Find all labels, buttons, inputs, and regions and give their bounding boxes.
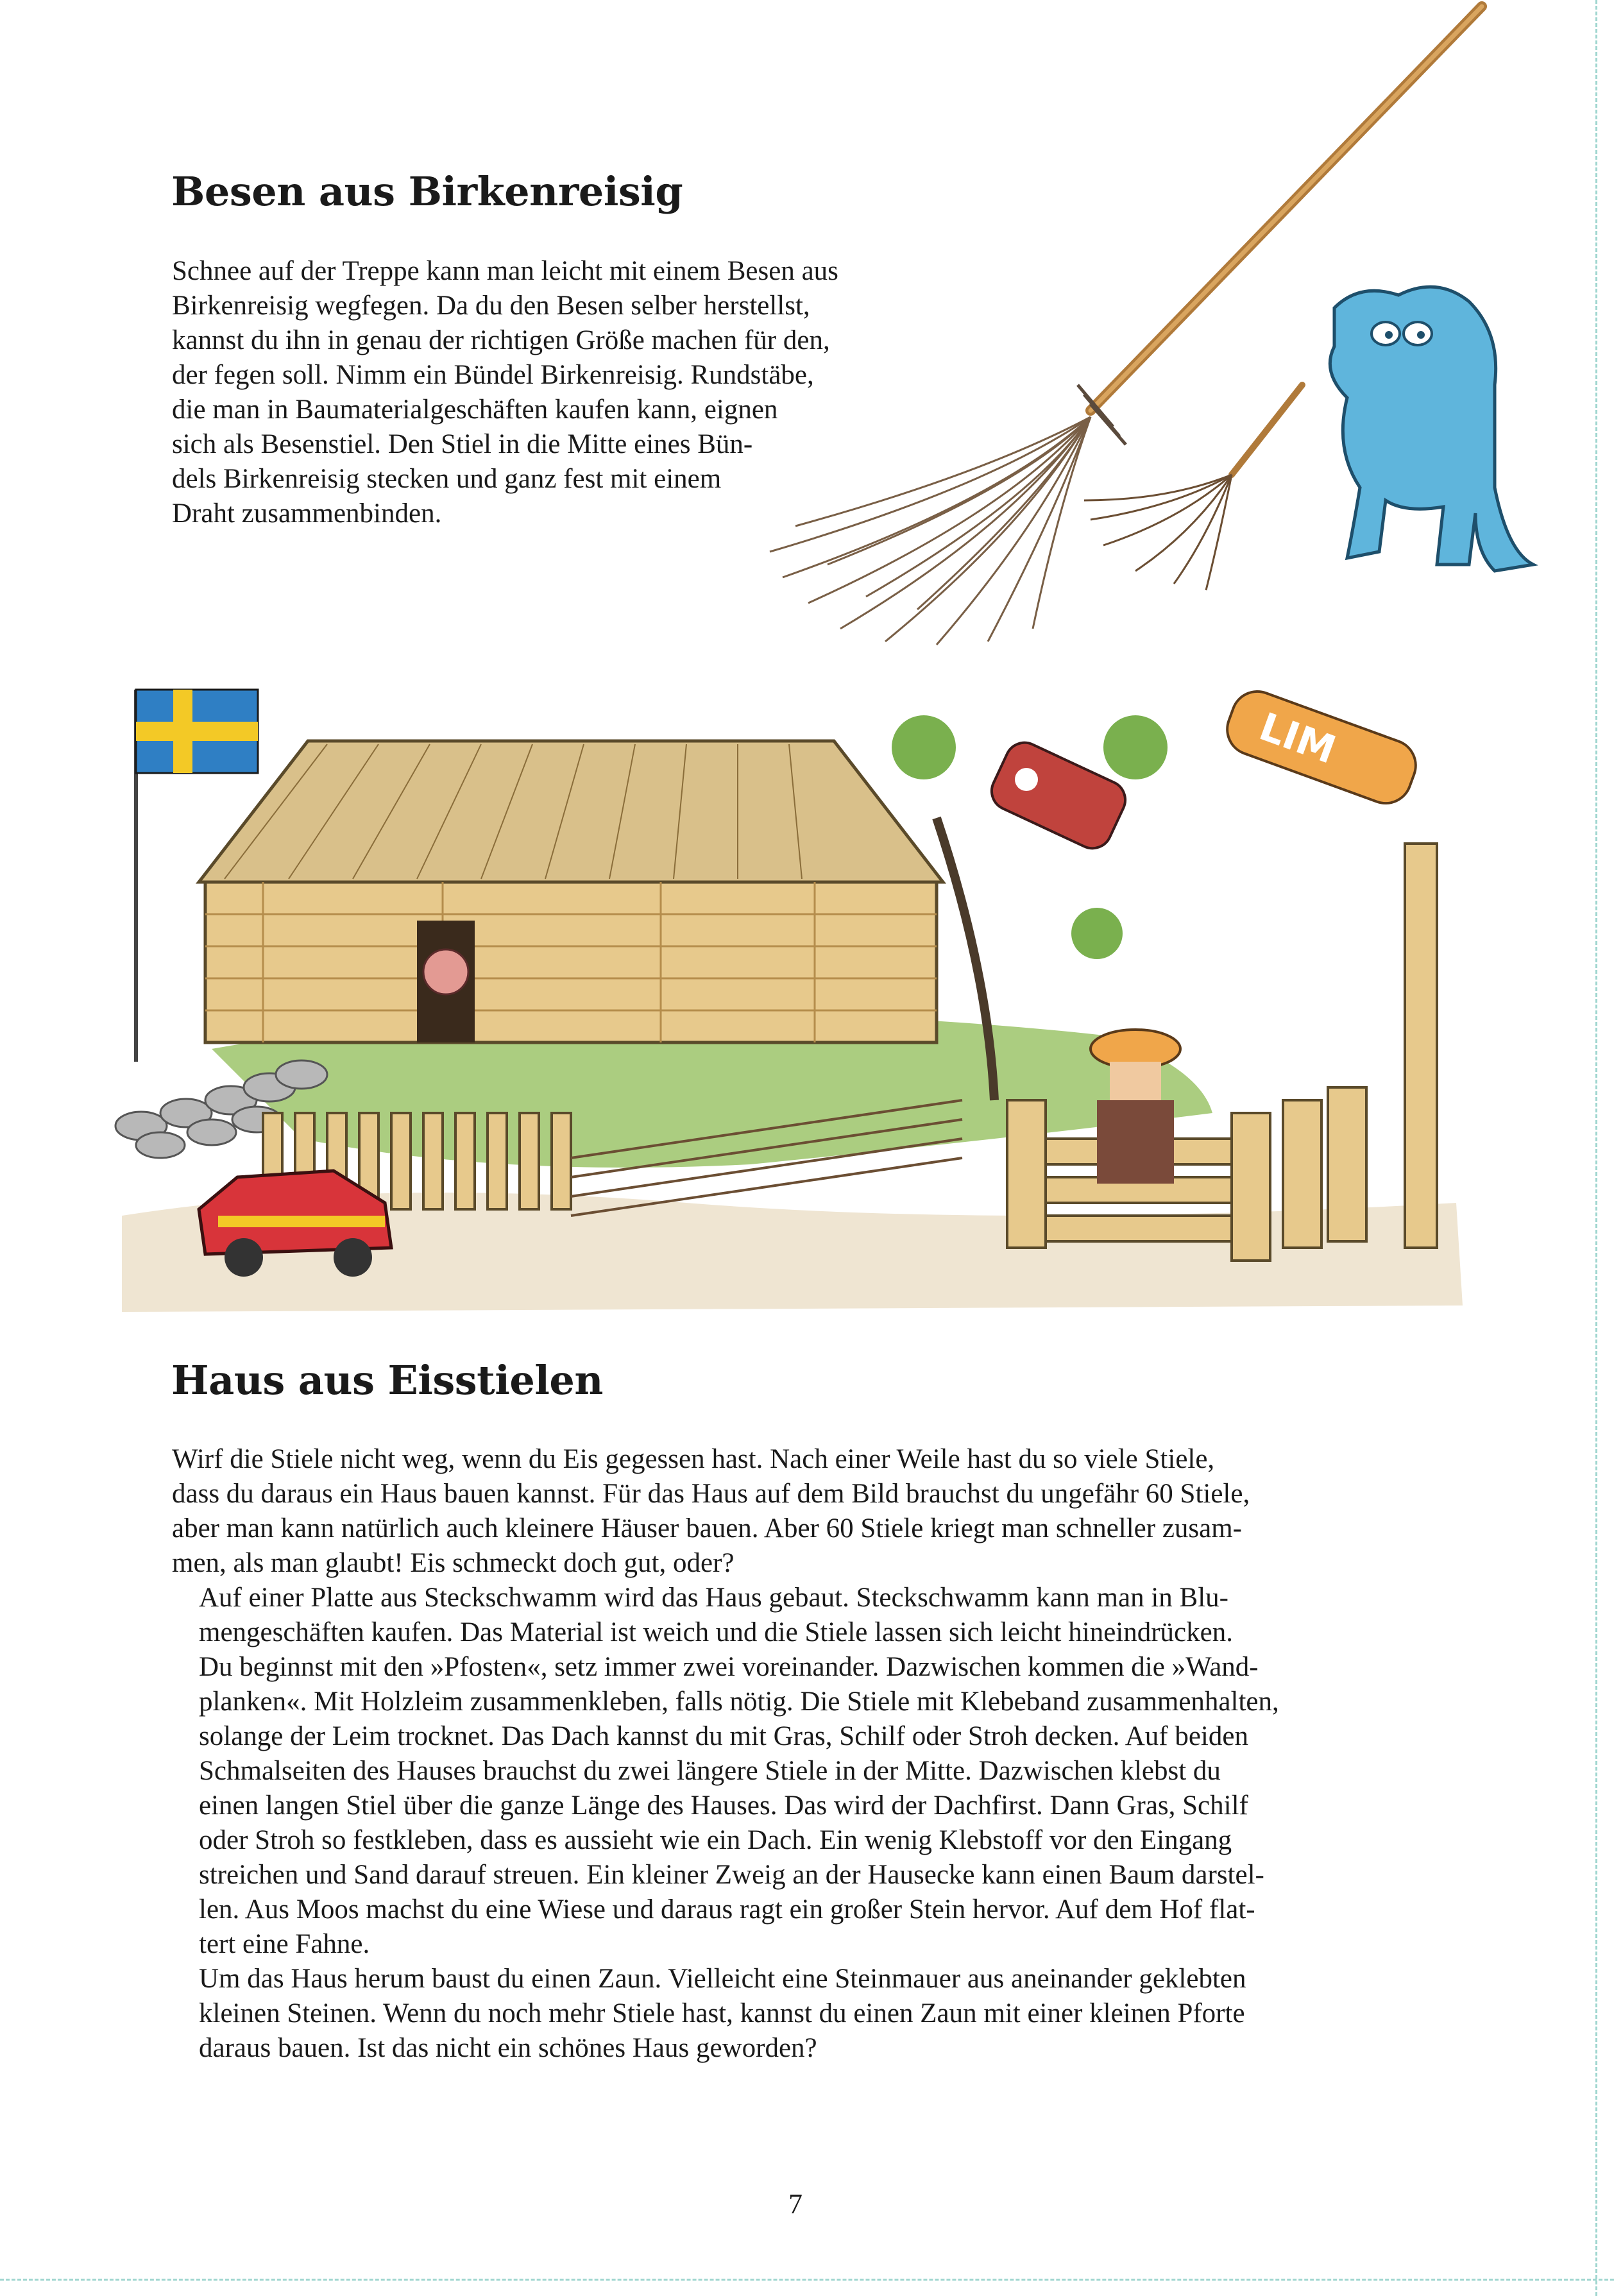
cut-line-right — [1595, 0, 1597, 2296]
besen-line: der fegen soll. Nimm ein Bündel Birkenreisig. Rundstäbe, — [172, 360, 814, 390]
haus-line: solange der Leim trocknet. Das Dach kannst du mit Gras, Schilf oder Stroh decken. Auf beiden — [199, 1721, 1248, 1751]
heading-haus: Haus aus Eisstielen — [171, 1357, 603, 1404]
besen-line: sich als Besenstiel. Den Stiel in die Mitte eines Bün- — [172, 429, 753, 459]
haus-line: oder Stroh so festkleben, dass es aussieht wie ein Dach. Ein wenig Klebstoff vor den Eingang — [199, 1825, 1232, 1855]
haus-line: planken«. Mit Holzleim zusammenkleben, falls nötig. Die Stiele mit Klebeband zusammenhalten, — [199, 1687, 1279, 1717]
besen-line: Birkenreisig wegfegen. Da du den Besen selber herstellst, — [172, 291, 810, 321]
haus-line: Du beginnst mit den »Pfosten«, setz immer zwei voreinander. Dazwischen kommen die »Wand- — [199, 1652, 1259, 1682]
haus-line: Um das Haus herum baust du einen Zaun. Vielleicht eine Steinmauer aus aneinander geklebten — [199, 1964, 1246, 1994]
blue-creature — [1330, 287, 1533, 571]
haus-line: Schmalseiten des Hauses brauchst du zwei längere Stiele in der Mitte. Dazwischen klebst du — [199, 1756, 1221, 1786]
besen-line: Schnee auf der Treppe kann man leicht mit einem Besen aus — [172, 256, 838, 286]
besen-line: die man in Baumaterialgeschäften kaufen kann, eignen — [172, 395, 778, 425]
besen-line: dels Birkenreisig stecken und ganz fest mit einem — [172, 464, 722, 494]
glue-bottle — [1220, 685, 1423, 811]
heading-besen: Besen aus Birkenreisig — [171, 168, 683, 215]
popsicle-house — [199, 741, 943, 1042]
besen-line: kannst du ihn in genau der richtigen Größe machen für den, — [172, 325, 830, 355]
farmer — [1091, 1030, 1180, 1184]
broom-illustration — [757, 0, 1565, 648]
besen-line: Draht zusammenbinden. — [172, 498, 442, 529]
page-number: 7 — [788, 2188, 803, 2220]
cut-line-bottom — [0, 2279, 1614, 2281]
haus-line: dass du daraus ein Haus bauen kannst. Für das Haus auf dem Bild brauchst du ungefähr 60 Stiele, — [172, 1479, 1250, 1509]
haus-line: men, als man glaubt! Eis schmeckt doch gut, oder? — [172, 1548, 735, 1578]
haus-line: kleinen Steinen. Wenn du noch mehr Stiele hast, kannst du einen Zaun mit einer kleinen Pforte — [199, 1998, 1245, 2028]
haus-line: mengeschäften kaufen. Das Material ist weich und die Stiele lassen sich leicht hineindrücken. — [199, 1617, 1233, 1647]
haus-line: einen langen Stiel über die ganze Länge des Hauses. Das wird der Dachfirst. Dann Gras, Schilf — [199, 1790, 1248, 1821]
haus-line: streichen und Sand darauf streuen. Ein kleiner Zweig an der Hausecke kann einen Baum darstel- — [199, 1860, 1264, 1890]
haus-line: Wirf die Stiele nicht weg, wenn du Eis gegessen hast. Nach einer Weile hast du so viele Stiele, — [172, 1444, 1215, 1474]
haus-line: len. Aus Moos machst du eine Wiese und daraus ragt ein großer Stein hervor. Auf dem Hof flat- — [199, 1894, 1255, 1925]
haus-line: aber man kann natürlich auch kleinere Häuser bauen. Aber 60 Stiele kriegt man schneller zusam- — [172, 1513, 1242, 1543]
haus-line: daraus bauen. Ist das nicht ein schönes Haus geworden? — [199, 2033, 817, 2063]
haus-line: Auf einer Platte aus Steckschwamm wird das Haus gebaut. Steckschwamm kann man in Blu- — [199, 1583, 1228, 1613]
small-broom — [1084, 385, 1302, 590]
haus-body — [172, 1442, 1416, 2066]
haus-line: tert eine Fahne. — [199, 1929, 370, 1959]
house-illustration — [109, 651, 1482, 1325]
haus-paragraph — [172, 1442, 1416, 1581]
pig — [423, 949, 468, 994]
haus-paragraph — [172, 1962, 1416, 2066]
glue-label: LIM — [1253, 704, 1342, 773]
haus-paragraph — [172, 1581, 1416, 1962]
